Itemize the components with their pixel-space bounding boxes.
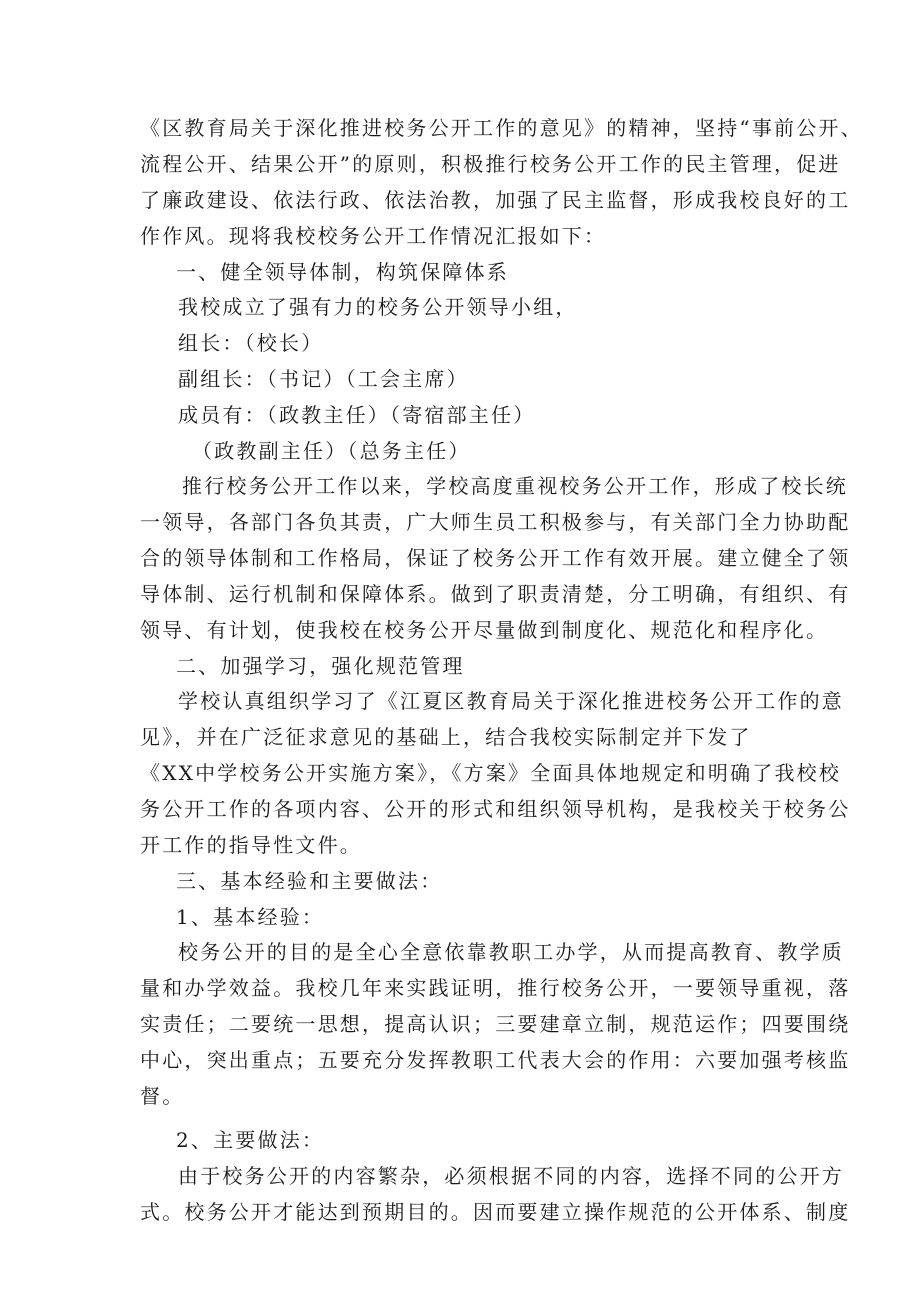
body-text-line: 《XX中学校务公开实施方案》，《方案》全面具体地规定和明确了我校校 (140, 761, 842, 785)
body-text-line: 合的领导体制和工作格局，保证了校务公开工作有效开展。建立健全了领 (140, 546, 851, 570)
members-line: 成员有：（政教主任）（寄宿部主任） (178, 403, 536, 427)
body-text-line: 式。校务公开才能达到预期目的。因而要建立操作规范的公开体系、制度 (140, 1200, 851, 1224)
body-text-line: 开工作的指导性文件。 (140, 833, 362, 857)
body-text-line: 一领导，各部门各负其责，广大师生员工积极参与，有关部门全力协助配 (140, 510, 851, 534)
body-text-line: 实责任；二要统一思想，提高认识；三要建章立制，规范运作；四要围绕 (140, 1012, 851, 1036)
deputy-leader-line: 副组长：（书记）（工会主席） (178, 367, 469, 391)
body-text-line: 见》，并在广泛征求意见的基础上，结合我校实际制定并下发了 (140, 725, 752, 749)
body-text-line: 领导、有计划，使我校在校务公开尽量做到制度化、规范化和程序化。 (140, 618, 829, 642)
body-text-line: 推行校务公开工作以来，学校高度重视校务公开工作，形成了校长统 (182, 474, 848, 498)
body-text-line: 作作风。现将我校校务公开工作情况汇报如下： (140, 224, 607, 248)
body-text-line: 量和办学效益。我校几年来实践证明，推行校务公开，一要领导重视，落 (140, 976, 851, 1000)
section-heading-2: 二、加强学习，强化规范管理 (176, 654, 465, 678)
section-heading-1: 一、健全领导体制，构筑保障体系 (176, 260, 509, 284)
body-text-line: 了廉政建设、依法行政、依法治教，加强了民主监督，形成我校良好的工 (140, 188, 851, 212)
body-text-line: 督。 (140, 1084, 185, 1108)
body-text-line: 导体制、运行机制和保障体系。做到了职责清楚，分工明确，有组织、有 (140, 582, 851, 606)
subsection-heading-1: 1、基本经验： (176, 905, 325, 929)
leader-line: 组长：（校长） (178, 331, 324, 355)
body-text-line: 由于校务公开的内容繁杂，必须根据不同的内容，选择不同的公开方 (178, 1164, 844, 1188)
body-text-line: 务公开工作的各项内容、公开的形式和组织领导机构，是我校关于校务公 (140, 797, 851, 821)
body-text-line: 学校认真组织学习了《江夏区教育局关于深化推进校务公开工作的意 (178, 689, 844, 713)
body-text-line: 我校成立了强有力的校务公开领导小组， (178, 295, 578, 319)
body-text-line: 校务公开的目的是全心全意依靠教职工办学，从而提高教育、教学质 (178, 940, 844, 964)
subsection-heading-2: 2、主要做法： (176, 1128, 325, 1152)
members-line-continued: （政教副主任）（总务主任） (192, 439, 471, 463)
body-text-line: 《区教育局关于深化推进校务公开工作的意见》的精神，坚持“事前公开、 (140, 116, 863, 140)
body-text-line: 中心，突出重点；五要充分发挥教职工代表大会的作用：六要加强考核监 (140, 1048, 851, 1072)
section-heading-3: 三、基本经验和主要做法： (176, 869, 443, 893)
body-text-line: 流程公开、结果公开”的原则，积极推行校务公开工作的民主管理，促进 (140, 152, 841, 176)
